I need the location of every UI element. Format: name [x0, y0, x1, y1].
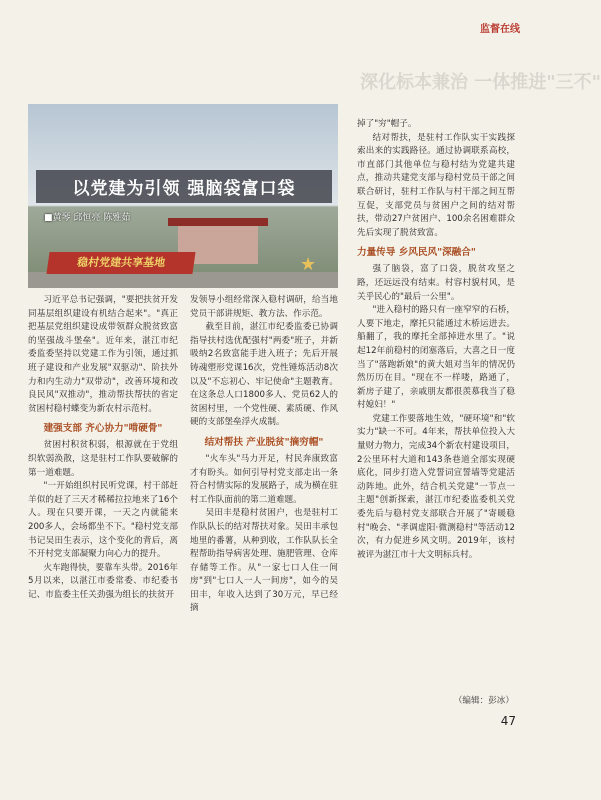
article-title: 以党建为引领 强脑袋富口袋: [36, 170, 332, 203]
paragraph: 习近平总书记强调，"要把扶贫开发同基层组织建设有机结合起来"。"真正把基层党组织建设成带领群众脱贫致富的坚强战斗堡垒"。近年来，湛江市纪委监委坚持以党建工作为引领，通过抓班子建设和产业发展"双驱动"、阶扶外力和内生动力"双带动"，改善环境和改良民风"双推动"，推动帮扶帮扶的省定贫困村稳村蝶变为新农村示范村。: [28, 295, 178, 414]
hero-photo: [28, 104, 338, 288]
column-1: [28, 294, 178, 602]
subheading: 建强支部 齐心协力"啃硬骨": [43, 423, 163, 435]
paragraph: "进入稳村的路只有一座窄窄的石桥，人要下地走，摩托只能通过木桥运进去。船翻了，我的摩托全部掉进水里了。"说起12年前稳村的闭塞落后，大喜之日一度当了"落跑新娘"的黄大姐对当年的情况仍然历历在目。"现在不一样喽，路通了，新房子建了，亲戚朋友都很羡慕我当了稳村媳妇！": [357, 305, 515, 411]
article-byline: ■黄琴 邱恒亮 陈雅茹: [44, 213, 131, 223]
paragraph: "火车头"马力开足，村民奔康致富才有盼头。如何引导村党支部走出一条符合村情实际的发展路子，成为横在驻村工作队面前的第二道难题。: [190, 453, 338, 505]
section-tag: 监督在线: [480, 24, 520, 35]
paragraph: 强了脑袋，富了口袋，脱贫攻坚之路，还远远没有结束。村容村貌村风，是关乎民心的"最后一公里"。: [357, 264, 515, 302]
previous-headline-bleed: 深化标本兼治 一体推进"三不": [360, 72, 601, 93]
editor-credit: （编辑：彭冰）: [453, 696, 514, 706]
page-number: 47: [500, 714, 516, 728]
paragraph: 党建工作要落地生效，"硬环境"和"软实力"缺一不可。4年来，帮扶单位投入大量财力物力，完成34个新农村建设项目，2公里环村大道和143条巷道全部实现硬底化，同步打造入党誓词宣誓墙等党建活动阵地。此外，结合机关党建"一节点一主题"创新探索，湛江市纪委监委机关党委先后与稳村党支部联合开展了"寄暖稳村"晚会、"孝调虚阳·微测稳村"等活动12次，有力促进乡风文明。2019年，该村被评为湛江市十大文明标兵村。: [357, 413, 515, 560]
paragraph: 发领导小组经常深入稳村调研，给当地党员干部讲规矩、教方法、作示范。: [190, 295, 338, 319]
paragraph: 吴田丰是稳村贫困户，也是驻村工作队队长的结对帮扶对象。吴田丰承包地里的番薯，从种到收，工作队队长全程帮助指导病害处理、施肥管理、仓库存储等工作。从"一家七口人住一间房"到"七口人一人一间房"，如今的吴田丰，年收入达到了30万元，早已经摘: [190, 508, 338, 614]
paragraph: 火车跑得快，要靠车头带。2016年5月以来，以湛江市委常委、市纪委书记、市监委主任关劲强为组长的扶贫开: [28, 562, 178, 600]
base-sign: 稳村党建共享基地: [46, 252, 195, 274]
pavement: [28, 272, 338, 288]
paragraph: 结对帮扶，是驻村工作队实干实践探索出来的实践路径。通过协调联系高校，市直部门其他单位与稳村结为党建共建点，推动共建党支部与稳村党员干部之间联合研讨，驻村工作队与村干部之间互帮互促，支部党员与贫困户之间的结对帮扶，带动27户贫困户、100余名困难群众先后实现了脱贫致富。: [357, 132, 515, 238]
subheading: 力量传导 乡风民风"深融合": [357, 247, 476, 259]
paragraph: 贫困村积贫积弱，根源就在于党组织软弱涣散，这是驻村工作队要破解的第一道难题。: [28, 440, 178, 478]
subheading: 结对帮扶 产业脱贫"摘穷帽": [204, 436, 324, 448]
party-emblem-icon: ★: [300, 254, 317, 275]
paragraph: "一开始组织村民听党课，村干部赶羊似的赶了三天才稀稀拉拉地来了16个人。现在只要开课，一天之内就能来200多人，会场都坐不下。"稳村党支部书记吴田生表示，这个变化的背后，离不开村党支部凝聚力向心力的提升。: [28, 481, 178, 560]
column-3: [357, 118, 515, 562]
paragraph: 截至目前，湛江市纪委监委已协调指导扶村选优配强村"两委"班子，并新吸纳2名致富能手进入班子；先后开展铸魂塑形党课16次，党性锤炼活动8次以及"不忘初心、牢记使命"主题教育。在这条总人口1800多人、党员62人的贫困村里，一个党性硬、素质硬、作风硬的支部堡垒浮火成制。: [190, 322, 338, 428]
column-2: [190, 294, 338, 616]
paragraph: 掉了"穷"帽子。: [357, 119, 417, 129]
